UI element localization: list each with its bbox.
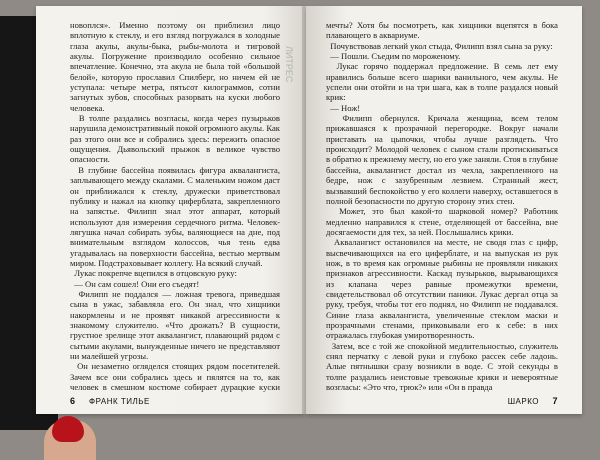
left-page-running-head: ФРАНК ТИЛЬЕ — [88, 397, 150, 406]
left-page-body-text: новоплся». Именно поэтому он приблизил лицо вплотную к стеклу, и его взгляд погружался в холодные глаза акулы, акулы-быка, рыбы-молота и тигровой акулы. Погружение производило особенно сильное впечатление. Конечно, эта акула не была той «большой белой», которую прославил Спилберг, но ничем ей не уступала: четыре метра, пятьсот килограммов, сотни загнутых зубов, способных разорвать на куски любого человека. В толпе раздались возгласы, когда через пузырьков нарушила демонстративный покой огромного акулы. Как раз этого они все и собрались здесь: пережить опасное ощущения. Дьявольский прыжок в великое чувство опасности. В глубине бассейна появилась фигура аквалангиста, заплывающего между скалами. С маленьким ножом даст он приближался к стеклу, дружески приветствовал публику и нажал на кнопку циферблата, закрепленного на запястье. Филипп знал этот аппарат, который используют для измерения сердечного ритма. Человек-лягушка начал собирать зубы, валяющиеся на дне, под внимательным взглядом колоссов, чья тень едва угадывалась на поверхности бассейна, вестью мертвым миром. Подстраховывает коллегу. На всякий случай. Лукас покрепче вцепился в отцовскую руку: — Он сам сошел! Они его съедят! Филипп не поддался — ложная тревога, приведшая сына в ужас, забавляла его. Он знал, что хищники накормлены и не проявят никакой агрессивности к знакомому служителю. «Что дрожать? В сущности, грустное зрелище этот аквалангист, плавающий рядом с сытыми акулами, вынужденные ничего не представляют ни малейшей угрозы. Он незаметно огляделся стоящих рядом посетителей. Зачем все они собрались здесь и пялятся на то, как человек в смешном костюме собирает дурацкие куски — [70, 20, 280, 392]
right-page-folio — [508, 396, 558, 406]
right-page-number: 7 — [552, 396, 558, 406]
right-page-running-head: ШАРКО — [507, 397, 540, 406]
open-book-spread — [36, 6, 582, 414]
left-page-number: 6 — [70, 396, 76, 406]
red-fingernail — [52, 416, 84, 442]
left-page — [36, 6, 304, 414]
right-page — [306, 6, 582, 414]
right-page-body-text: мечты? Хотя бы посмотреть, как хищники вцепятся в бока плавающего в аквариуме. Почувствовав легкий укол стыда, Филипп взял сына за руку: — Пошли. Съедим по мороженому. Лукас горячо поддержал предложение. В семь лет ему нравились больше всего шарики ванильного, чем акулы. Не успели они отойти и на три шага, как в толпе раздался новый крик: — Нож! Филипп обернулся. Кричала женщина, всем телом прижавшаяся к прозрачной перегородке. Вокруг начали приставать на цыпочки, чтобы лучше разглядеть. Что происходит? Молодой человек с сыном стали протискиваться в обратно к прежнему месту, но его уже заняли. Стоя в глубине бассейна, аквалангист достал из чехла, закрепленного на бедре, нож с зазубренным лезвием. Странный жест, вызвавший беспокойство у его коллеги наверху, оставшегося в полной безопасности по другую сторону этих стен. Может, это был какой-то шарковой номер? Работник медленно направился к стене, отделяющей от бассейна, вне досягаемости для тех, за ней. Послышались крики. Аквалангист остановился на месте, не сводя глаз с цифр, высвечивающихся на его циферблате, и на выпуская из рук нож, в то время как огромные рыбины не проявляли никаких признаков агрессивности. Каскад пузырьков, вырывающихся из клапана через равные промежутки времени, свидетельствовал об отсутствии паники. Лукас дергал отца за руку, требуя, чтобы тот его поднял, но Филипп не поддавался. Синие глаза аквалангиста, увеличенные стеклом маски и прозрачными стенами, приковывали его к себе: в них отражалась глубокая умиротворенность. Затем, все с той же спокойной медлительностью, служитель снял перчатку с левой руки и глубоко рассек себе ладонь. Алые пятнышки сразу возникли в воде. С этой секунды в толпе раздались неистовые тревожные крики и невероятные возгласы: «Это что, трюк?» или «Он в правда — [326, 20, 558, 392]
left-page-watermark: ЛИТРЕС — [284, 46, 294, 83]
left-page-folio — [70, 396, 150, 406]
